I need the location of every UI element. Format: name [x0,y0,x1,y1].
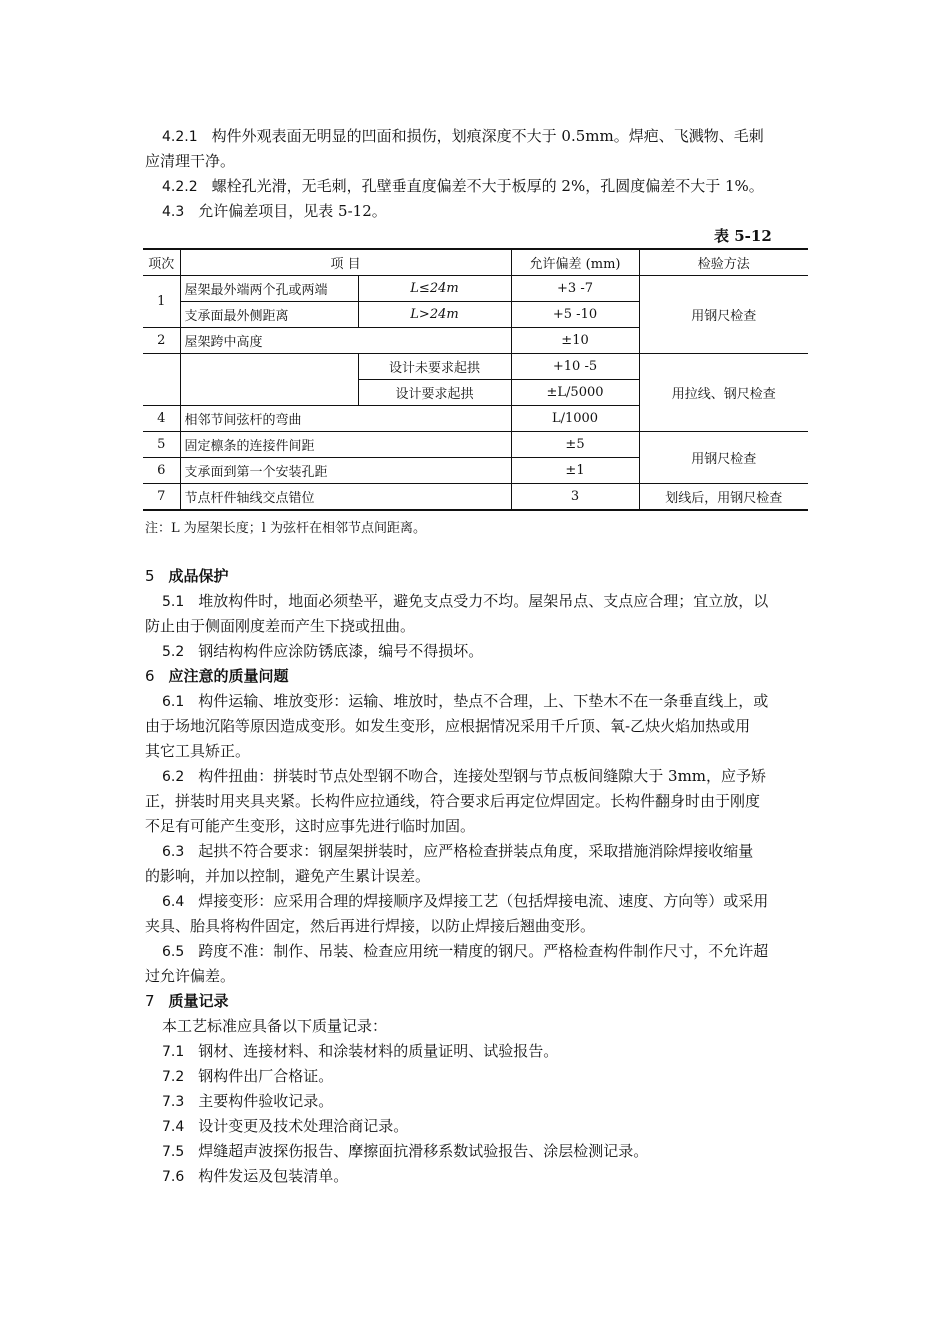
row-no: 1 [143,276,180,328]
row-no: 5 [143,432,180,458]
clause-number: 5.2 [162,644,185,660]
clause-number: 6.1 [162,694,185,710]
paragraph-6-3 [145,839,809,865]
paragraph-text: 跨度不准：制作、吊装、检查应用统一精度的钢尺。严格检查构件制作尺寸，不允许超 [198,942,769,960]
clause-number: 7.1 [162,1044,185,1060]
section-number: 5 [145,567,155,585]
row-method: 划线后，用钢尺检查 [639,484,808,511]
section-title: 成品保护 [168,567,229,585]
section-number: 6 [145,667,155,685]
paragraph-text: 起拱不符合要求：钢屋架拼装时，应严格检查拼装点角度，采取措施消除焊接收缩量 [198,842,754,860]
row-tolerance: +5 -10 [511,302,639,328]
row-no [143,354,180,406]
row-condition: 设计要求起拱 [358,380,511,406]
clause-number: 6.2 [162,769,185,785]
clause-number: 6.3 [162,844,185,860]
paragraph-text: 堆放构件时，地面必须垫平，避免支点受力不均。屋架吊点、支点应合理；宜立放，以 [198,592,769,610]
row-tolerance: ±L/5000 [511,380,639,406]
row-condition [358,302,511,328]
row-tolerance: L/1000 [511,406,639,432]
clause-number: 7.2 [162,1069,185,1085]
clause-number: 6.4 [162,894,185,910]
paragraph-text: 构件外观表面无明显的凹面和损伤，划痕深度不大于 0.5mm。焊疤、飞溅物、毛刺 [211,127,764,145]
row-no: 2 [143,328,180,354]
paragraph-6-1 [145,689,809,715]
clause-number: 4.3 [162,204,185,220]
section-heading-7 [145,989,229,1014]
paragraph-6-5 [145,939,809,965]
table-header-row [143,249,808,276]
record-item [145,1039,809,1065]
tolerance-table [143,248,808,511]
row-condition [358,276,511,302]
row-no: 7 [143,484,180,511]
section-title: 质量记录 [168,992,229,1010]
header-no: 项次 [143,249,180,276]
record-item [145,1114,809,1140]
row-no: 6 [143,458,180,484]
paragraph-text: 钢结构构件应涂防锈底漆，编号不得损坏。 [198,642,484,660]
row-item [180,354,358,406]
row-tolerance: 3 [511,484,639,511]
row-tolerance: ±10 [511,328,639,354]
clause-number: 6.5 [162,944,185,960]
paragraph-text: 螺栓孔光滑，无毛刺，孔壁垂直度偏差不大于板厚的 2%，孔圆度偏差不大于 1%。 [211,177,764,195]
row-tolerance: ±1 [511,458,639,484]
record-text: 主要构件验收记录。 [198,1092,334,1110]
paragraph-4-2-2 [145,174,809,200]
record-item [145,1089,809,1115]
table-note: 注：L 为屋架长度；l 为弦杆在相邻节点间距离。 [145,521,427,536]
paragraph-6-5-cont: 过允许偏差。 [145,967,236,985]
row-method: 用钢尺检查 [639,276,808,354]
section-number: 7 [145,992,155,1010]
record-text: 焊缝超声波探伤报告、摩擦面抗滑移系数试验报告、涂层检测记录。 [198,1142,649,1160]
row-item: 固定檩条的连接件间距 [180,432,511,458]
row-item: 节点杆件轴线交点错位 [180,484,511,511]
paragraph-6-3-cont: 的影响，并加以控制，避免产生累计误差。 [145,867,431,885]
paragraph-text: 焊接变形：应采用合理的焊接顺序及焊接工艺（包括焊接电流、速度、方向等）或采用 [198,892,769,910]
row-tolerance: +3 -7 [511,276,639,302]
record-text: 钢材、连接材料、和涂装材料的质量证明、试验报告。 [198,1042,559,1060]
row-tolerance: ±5 [511,432,639,458]
record-text: 钢构件出厂合格证。 [198,1067,334,1085]
header-item: 项 目 [180,249,511,276]
paragraph-text: 允许偏差项目，见表 5-12。 [198,202,387,220]
row-method: 用拉线、钢尺检查 [639,354,808,432]
paragraph-text: 构件扭曲：拼装时节点处型钢不吻合，连接处型钢与节点板间缝隙大于 3mm，应予矫 [198,767,767,785]
section-title: 应注意的质量问题 [168,667,289,685]
clause-number: 7.4 [162,1119,185,1135]
paragraph-6-1-cont: 其它工具矫正。 [145,742,251,760]
record-text: 构件发运及包装清单。 [198,1167,349,1185]
row-condition: 设计未要求起拱 [358,354,511,380]
paragraph-6-2-cont: 正，拼装时用夹具夹紧。长构件应拉通线，符合要求后再定位焊固定。长构件翻身时由于刚度 [145,792,761,810]
header-method: 检验方法 [639,249,808,276]
clause-number: 7.6 [162,1169,185,1185]
clause-number: 7.5 [162,1144,185,1160]
row-item: 屋架跨中高度 [180,328,511,354]
row-item: 支承面最外侧距离 [180,302,358,328]
table-caption: 表 5-12 [714,227,772,245]
paragraph-6-4-cont: 夹具、胎具将构件固定，然后再进行焊接，以防止焊接后翘曲变形。 [145,917,596,935]
clause-number: 4.2.2 [162,179,198,195]
condition-text: L>24m [410,307,459,322]
paragraph-4-2-1 [145,124,809,150]
row-no: 4 [143,406,180,432]
paragraph-6-4 [145,889,809,915]
record-text: 设计变更及技术处理洽商记录。 [198,1117,409,1135]
clause-number: 5.1 [162,594,185,610]
row-tolerance: +10 -5 [511,354,639,380]
paragraph-6-1-cont: 由于场地沉陷等原因造成变形。如发生变形，应根据情况采用千斤顶、氧-乙炔火焰加热或用 [145,717,751,735]
clause-number: 7.3 [162,1094,185,1110]
record-item [145,1164,809,1190]
row-item: 屋架最外端两个孔或两端 [180,276,358,302]
paragraph-6-2 [145,764,809,790]
header-tolerance: 允许偏差 (mm) [511,249,639,276]
paragraph-5-1-cont: 防止由于侧面刚度差而产生下挠或扭曲。 [145,617,416,635]
paragraph-5-2 [145,639,809,665]
row-item: 相邻节间弦杆的弯曲 [180,406,511,432]
section-heading-6 [145,664,289,689]
clause-number: 4.2.1 [162,129,198,145]
table-row [143,276,808,302]
table-row [143,484,808,511]
paragraph-4-3 [145,199,809,225]
row-method: 用钢尺检查 [639,432,808,484]
record-item [145,1139,809,1165]
paragraph-6-2-cont: 不足有可能产生变形，这时应事先进行临时加固。 [145,817,476,835]
record-item [145,1064,809,1090]
paragraph-4-2-1-cont: 应清理干净。 [145,152,236,170]
condition-text: L≤24m [410,281,459,296]
paragraph-5-1 [145,589,809,615]
section-heading-5 [145,564,229,589]
row-item: 支承面到第一个安装孔距 [180,458,511,484]
table-row [143,432,808,458]
section-7-intro: 本工艺标准应具备以下质量记录： [162,1017,388,1035]
paragraph-text: 构件运输、堆放变形：运输、堆放时，垫点不合理，上、下垫木不在一条垂直线上，或 [198,692,769,710]
table-row [143,354,808,380]
